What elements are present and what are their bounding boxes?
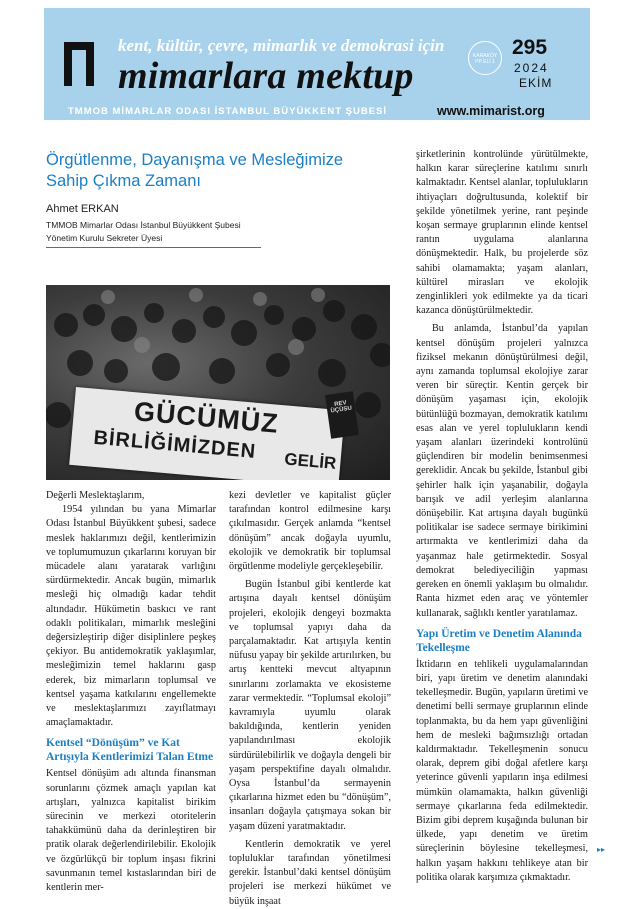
masthead-tagline: kent, kültür, çevre, mimarlık ve demokrasi için <box>118 36 445 55</box>
seal-text: KARAKÖY PP ELİ 1 <box>472 53 498 65</box>
postal-seal <box>468 41 502 75</box>
title-divider <box>46 247 261 248</box>
author-role-line-1: TMMOB Mimarlar Odası İstanbul Büyükkent Şubesi <box>46 220 241 230</box>
salutation: Değerli Meslektaşlarım, <box>46 490 145 501</box>
masthead-title: mimarlara mektup <box>118 55 414 97</box>
section-heading: Yapı Üretim ve Denetim Alanında Tekelleşme <box>416 627 582 654</box>
issue-year: 2024 <box>514 61 549 75</box>
masthead-logo-icon <box>64 42 94 86</box>
paragraph: Kentsel dönüşüm adı altında finansman sorunlarını çözmek amaçlı yapılan kat artışları, yalnızca kapitalist birikim sürecinin ve merkezi otoritelerin tahakkümünü daha da derinleştiren bir pratik olarak değerlendirilebilir. Ekolojik ve özgürlükçü bir toplum inşası fikrini savunmanın temel kıstaslarından biri de kentlerin mer- <box>46 768 216 894</box>
issue-month: EKİM <box>519 76 553 90</box>
article-column-2 <box>229 489 391 909</box>
protest-photo <box>46 285 390 480</box>
paragraph: kezi devletler ve kapitalist güçler tarafından kontrol edilmesine karşı çıkılmasıdır. Gerçek anlamda “kentsel dönüşüm” ancak doğayla uyumlu, ekolojik ve demokratik bir toplumsal örgütlenme modeliyle gerçekleşebilir. <box>229 490 391 573</box>
paragraph: İktidarın en tehlikeli uygulamalarından biri, yapı üretim ve denetim alanındaki tekelleşmedir. Bugün, yapıların üretimi ve denetimi belli sermaye gruplarının elinde toplanmakta, bu da hem yapı güvenliğini hem de mesleki bağımsızlığı ortadan kaldırmaktadır. Tekelleşmenin sonucu olarak, deprem gibi doğal afetlere karşı yeterince güvenli yapıların inşa edilmesi mümkün olamamakta, halkın güvenliği sermaye çıkarlarına feda edilmektedir. Bizim gibi deprem kuşağında bulunan bir ülkede, yapı denetim ve üretim süreçlerinin böylesine tekelleşmesi, halkın yaşam hakkını tehlikeye atan bir politika olarak karşımıza çıkmaktadır. <box>416 658 589 883</box>
paragraph: Kentlerin demokratik ve yerel topluluklar tarafından yönetilmesi gerekir. İstanbul’daki kentsel dönüşüm projeleri ise merkezi hükümet ve büyük inşaat <box>229 838 391 907</box>
author-role <box>46 219 241 245</box>
issue-number: 295 <box>512 36 548 59</box>
paragraph: Bu anlamda, İstanbul’da yapılan kentsel dönüşüm projeleri yalnızca fiziksel mekanın dönüştürülmesi değil, aynı zamanda toplumsal ekolojiye zarar veren bir süreçtir. Kentin gerçek bir dönüşüm yaşaması için, ekolojik bütünlüğü bozmayan, demokratik katılımı esas alan ve yerel toplulukların kendi yaşam alanları üzerindeki kontrolünü güçlendiren bir modelin benimsenmesi gereklidir. Ancak bu şekilde, İstanbul gibi şehirler halk için yaşanabilir, doğayla barışık ve adil yerleşim alanlarına dönüşebilir. Kat artışına dayalı bugünkü politikalar ise sadece sermaye birikimini artırmakta ve kentlerimizi daha da yaşanmaz hale getirmektedir. Sosyal demokrat belediyeciliğin yapması gereken en önemli yaklaşım bu olmalıdır. Ranta hizmet eden araç ve yöntemler kullanarak, sağlıklı kentler yaratılamaz. <box>416 323 588 619</box>
continue-arrow-icon[interactable]: ▸▸ <box>597 845 606 854</box>
banner-line-2: BİRLİĞİMİZDEN <box>92 426 257 463</box>
branch-name: TMMOB MİMARLAR ODASI İSTANBUL BÜYÜKKENT ŞUBESİ <box>68 106 388 117</box>
paragraph: 1954 yılından bu yana Mimarlar Odası İstanbul Büyükkent şubesi, sadece meslek haklarımızı değil, kentlerimizin ve toplumumuzun çıkarlarını koruyan bir mücadele alanı yaratarak varlığını sürdürmektedir. Ancak bugün, mimarlık mesleği hiç olmadığı kadar tehdit altındadır. Hükümetin baskıcı ve rant odaklı politikaları, mimarlık mesleğini değersizleştirip diğer disiplinlere peşkeş çekiyor. Bu antidemokratik yaklaşımlar, mesleğimizin temel haklarını gasp ederek, biz mimarların toplumsal ve kentsel yaşama katkılarını engellemekte ve meslektaşlarımızı zayıflatmayı amaçlamaktadır. <box>46 504 216 729</box>
banner-line-1: GÜCÜMÜZ <box>132 396 280 439</box>
website-link[interactable]: www.mimarist.org <box>437 104 545 118</box>
section-heading: Kentsel “Dönüşüm” ve Kat Artışıyla Kentlerimizi Talan Etme <box>46 737 214 764</box>
banner-line-3: GELİR <box>283 449 338 473</box>
author-name: Ahmet ERKAN <box>46 203 119 215</box>
article-column-3 <box>416 148 588 885</box>
paragraph: Bugün İstanbul gibi kentlerde kat artışına dayalı kentsel dönüşüm projeleri, ekolojik dengeyi bozmakta ve toplumsal yapıyı daha da parçalamaktadır. Kat artışıyla kentin nüfusu yapay bir şekilde artırılırken, bu artış kentteki mevcut altyapının sınırlarını zorlamakta ve ekosisteme zarar vermektedir. “Toplumsal ekoloji” kavramıyla uyumlu olarak bakıldığında, kentlerin yeniden yapılandırılması ekolojik sürdürülebilirlik ve doğayla dengeli bir yaşam perspektifine dayalı olmalıdır. Oysa İstanbul’da sermayenin çıkarlarına hizmet eden bu “dönüşüm”, insanları doğayla çatışmaya sokan bir yaşam düzeni yaratmaktadır. <box>229 579 391 832</box>
article-column-1 <box>46 489 216 895</box>
article-title: Örgütlenme, Dayanışma ve Mesleğimize Sahip Çıkma Zamanı <box>46 151 344 190</box>
placard: REV ÜÇÜSU <box>325 391 359 438</box>
author-role-line-2: Yönetim Kurulu Sekreter Üyesi <box>46 233 163 243</box>
paragraph: şirketlerinin kontrolünde yürütülmekte, halkın karar süreçlerine katılımı sınırlı kalmaktadır. Kentsel alanlar, toplulukların ihtiyaçları doğrultusunda, kolektif bir şekilde yönetilmek yerine, rant peşinde koşan sermaye gruplarının elinde kentsel rantın uygulama alanlarına dönüşmektedir. Halk, bu projelerde söz sahibi olamamakta; yaşam alanları, kültürel mirasları ve ekolojik zenginlikleri yok edilmekte ya da ticari kazanca dönüştürülmektedir. <box>416 149 588 317</box>
